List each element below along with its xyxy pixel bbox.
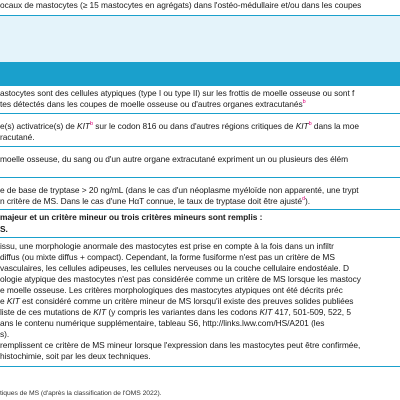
text-line <box>0 329 400 340</box>
text-span: vasculaires, les cellules adipeuses, les cellules nerveuses ou la couche cellulaire endostéale. D <box>0 263 349 273</box>
text-line <box>0 241 400 252</box>
text-line <box>0 121 400 132</box>
text-span: liste de ces mutations de <box>0 307 94 317</box>
text-line <box>0 88 400 99</box>
text-span: ocaux de mastocytes (≥ 15 mastocytes en agrégats) dans l'ostéo-médullaire et/ou dans les coupes <box>0 0 362 10</box>
footnote-marker: b <box>302 99 306 106</box>
text-line <box>0 274 400 285</box>
footnote-marker: d <box>301 196 305 203</box>
gene-name: KIT <box>93 307 107 317</box>
divider <box>0 177 400 178</box>
text-span: majeur et un critère mineur ou trois critères mineurs sont remplis : <box>0 212 263 222</box>
text-span: sur le codon 816 ou dans d'autres régions critiques de <box>92 121 296 131</box>
text-span: S. <box>0 224 8 234</box>
text-span: remplissent ce critère de MS mineur lorsque l'expression dans les mastocytes peut être confirmée, <box>0 340 361 350</box>
text-span: e <box>0 296 7 306</box>
text-span: dans la moe <box>311 121 359 131</box>
text-line <box>0 196 400 207</box>
text-span: racutané. <box>0 132 35 142</box>
text-line <box>0 296 400 307</box>
text-span: s). <box>0 329 10 339</box>
text-span: e moelle osseuse. Les critères morphologiques des mastocytes atypiques ont été décrits préc <box>0 285 343 295</box>
section-header-band <box>0 62 400 86</box>
text-line <box>0 318 400 329</box>
text-span: est considéré comme un critère mineur de MS lorsqu'il existe des preuves solides publiées <box>19 296 354 306</box>
gene-name: KIT <box>77 121 90 131</box>
text-span: tes détectés dans les coupes de moelle osseuse ou d'autres organes extracutanés <box>0 99 303 109</box>
text-line <box>0 132 400 143</box>
text-line <box>0 185 400 196</box>
text-span: moelle osseuse, du sang ou d'un autre organe extracutané expriment un ou plusieurs des élém <box>0 154 349 164</box>
text-line <box>0 307 400 318</box>
text-line <box>0 212 400 223</box>
text-span: e(s) activatrice(s) de <box>0 121 78 131</box>
text-span: e de base de tryptase > 20 ng/mL (dans le cas d'un néoplasme myéloïde non apparenté, une trypt <box>0 185 359 195</box>
text-span: (y compris les variantes dans les codons <box>106 307 260 317</box>
text-span: ). <box>304 196 310 206</box>
text-line <box>0 99 400 110</box>
text-line <box>0 0 400 11</box>
text-span: 417, 501-509, 522, 5 <box>272 307 351 317</box>
divider <box>0 209 400 210</box>
text-span: ans le contenu numérique supplémentaire, tableau S6, http://links.lww.com/HS/A201 (les <box>0 318 325 328</box>
text-line <box>0 351 400 362</box>
divider <box>0 366 400 367</box>
text-line <box>0 224 400 235</box>
divider <box>0 113 400 114</box>
text-span: astocytes sont des cellules atypiques (type I ou type II) sur les frottis de moelle osseuse ou sont f <box>0 88 355 98</box>
table-row-shade <box>0 16 400 62</box>
text-span: ologie atypique des mastocytes n'est pas considérée comme un critère de MS lorsque les mastocy <box>0 274 361 284</box>
text-span: n critère de MS. Dans le cas d'une HαT connue, le taux de tryptase doit être ajusté <box>0 196 302 206</box>
divider <box>0 146 400 147</box>
table-caption <box>0 388 400 399</box>
text-line <box>0 252 400 263</box>
text-span: issu, une morphologie anormale des mastocytes est prise en compte à la fois dans un infiltr <box>0 241 334 251</box>
text-span: tiques de MS (d'après la classification de l'OMS 2022). <box>0 390 162 397</box>
gene-name: KIT <box>295 121 309 131</box>
text-line <box>0 154 400 165</box>
text-line <box>0 340 400 351</box>
text-line <box>0 263 400 274</box>
gene-name: KIT <box>259 307 273 317</box>
gene-name: KIT <box>6 296 20 306</box>
footnote-marker: b <box>89 121 93 128</box>
text-line <box>0 285 400 296</box>
text-span: diffus (ou mixte diffus + compact). Cependant, la forme fusiforme n'est pas un critère de MS <box>0 252 335 262</box>
divider <box>0 237 400 238</box>
text-span: histochimie, soit par les deux techniques. <box>0 351 151 361</box>
footnote-marker: b <box>308 121 312 128</box>
